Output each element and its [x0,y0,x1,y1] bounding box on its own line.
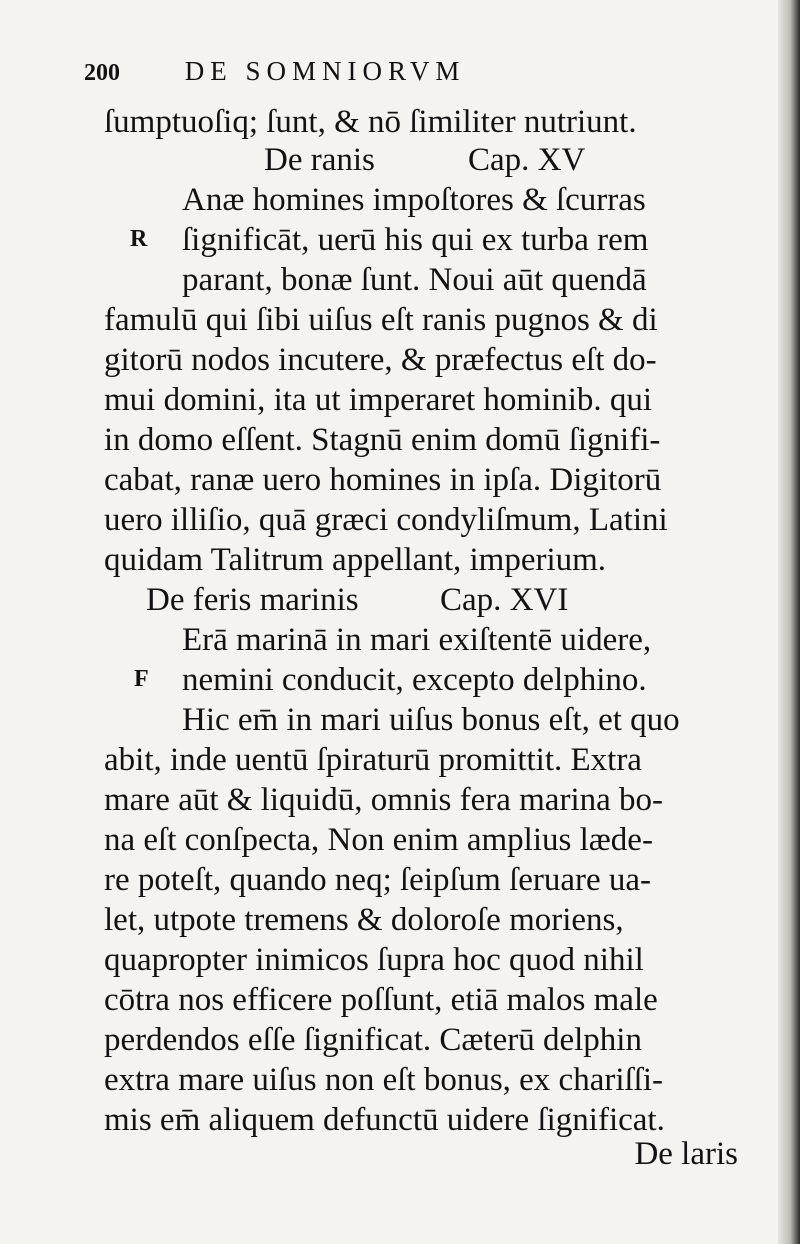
chapter-heading [146,580,569,620]
text-line: ſumptuoſiq; ſunt, & nō ſimiliter nutriunt. [104,104,637,140]
text-line: perdendos eſſe ſignificat. Cæterū delphin [104,1022,642,1058]
text-line: na eſt conſpecta, Non enim amplius læde- [104,822,653,858]
text-line: Erā marinā in mari exiſtentē uidere, [182,622,652,658]
text-line: parant, bonæ ſunt. Noui aūt quendā [182,262,647,298]
text-line: abit, inde uentū ſpiraturū promittit. Extra [104,742,642,778]
text-line: quidam Talitrum appellant, imperium. [104,542,607,578]
text-line: mui domini, ita ut imperaret hominib. qui [104,382,653,418]
running-header [84,56,465,87]
text-line: mis em̄ aliquem defunctū uidere ſignificat. [104,1102,665,1138]
text-line: re poteſt, quando neq; ſeipſum ſeruare ua- [104,862,652,898]
page-number: 200 [84,60,120,86]
chapter-title: De feris marinis [146,582,359,618]
chapter-title: De ranis [264,142,375,178]
text-line: cabat, ranæ uero homines in ipſa. Digitorū [104,462,662,498]
text-line: nemini conducit, excepto delphino. [182,662,647,698]
text-line: Anæ homines impoſtores & ſcurras [182,182,646,218]
text-line: cōtra nos efficere poſſunt, etiā malos male [104,982,658,1018]
text-line: mare aūt & liquidū, omnis fera marina bo- [104,782,664,818]
catchword: De laris [634,1136,738,1172]
text-line: gitorū nodos incutere, & præfectus eſt do- [104,342,657,378]
chapter-number: Cap. XVI [440,582,569,618]
text-line: ſignificāt, uerū his qui ex turba rem [182,222,649,258]
page-edge-shadow [778,0,800,1244]
text-line: in domo eſſent. Stagnū enim domū ſignifi- [104,422,661,458]
margin-marker: F [134,666,149,692]
running-title: DE SOMNIORVM [184,56,466,86]
text-line: Hic em̄ in mari uiſus bonus eſt, et quo [182,702,680,738]
text-line: extra mare uiſus non eſt bonus, ex chariſſi- [104,1062,664,1098]
text-line: quapropter inimicos ſupra hoc quod nihil [104,942,644,978]
chapter-number: Cap. XV [468,142,586,178]
text-line: uero illiſio, quā græci condyliſmum, Latini [104,502,668,538]
chapter-heading [264,140,586,180]
margin-marker: R [130,226,148,252]
text-line: famulū qui ſibi uiſus eſt ranis pugnos & di [104,302,658,338]
text-line: let, utpote tremens & doloroſe moriens, [104,902,624,938]
